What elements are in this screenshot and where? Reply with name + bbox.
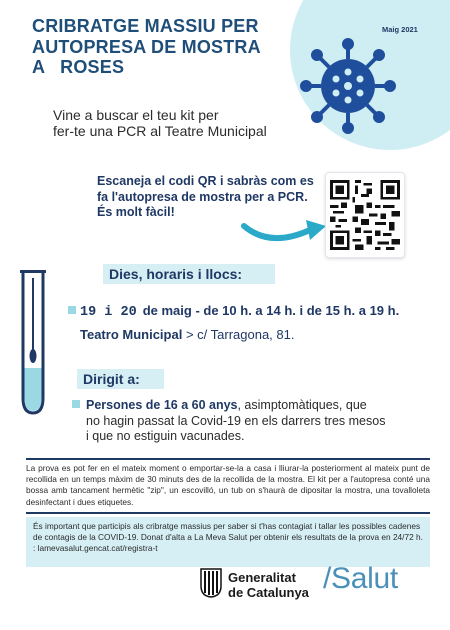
curved-arrow-icon [240,208,330,248]
venue-line [80,327,294,342]
virus-icon [300,38,396,134]
intro-text: Vine a buscar el teu kit per fer-te una PCR al Teatre Municipal [53,107,267,139]
generalitat-name: Generalitat de Catalunya [228,570,309,600]
qr-code[interactable] [325,172,405,258]
qr-instructions: Escaneja el codi QR i sabràs com es fa l'autopresa de mostra per a PCR. És molt fàcil! [97,174,314,219]
bullet-square-icon [72,400,80,408]
title-line-3: A ROSES [32,57,125,77]
divider [26,458,430,460]
schedule-line [68,303,399,320]
target-audience: Persones de 16 a 60 anys, asimptomàtiques, que no hagin passat la Covid-19 en els darrers tres mesos i que no estiguin vacunades. [72,398,432,445]
venue-address: > c/ Tarragona, 81. [182,327,295,342]
venue-name: Teatro Municipal [80,327,183,342]
title-line-2: AUTOPRESA DE MOSTRA [32,36,261,57]
title-line-1: CRIBRATGE MASSIU PER [32,16,259,36]
divider [26,512,430,514]
test-tube-icon [16,268,50,418]
target-heading: Dirigit a: [77,369,164,389]
info-paragraph: La prova es pot fer en el mateix moment o emportar-se-la a casa i lliurar-la posteriorment al mateix punt de recollida en un temps màxim de 30 minuts des de la recollida de la mostra. El kit per a l'autopresa conté una bossa amb tancament hermètic "zip", un escovilló, un tub on s'haurà de dipositar la mostra, una tovalloleta desinfectant i dues etiquetes. [26,463,430,507]
qr-code-icon [330,180,400,250]
schedule-days: 19 i 20 [80,305,137,320]
salut-brand: /Salut [323,562,398,595]
page-title [32,16,292,78]
schedule-heading: Dies, horaris i llocs: [103,264,275,284]
registration-note: És important que participis als cribratge massius per saber si t'has contagiat i tallar les possibles cadenes de contagis de la COVID-19. Donat d'alta a La Meva Salut per obtenir els resultats de la prova en 24/72 h. : lamevasalut.gencat.cat/registra-t [26,517,430,567]
bullet-square-icon [68,306,76,314]
schedule-times: de maig - de 10 h. a 14 h. i de 15 h. a 19 h. [142,303,400,318]
publication-date: Maig 2021 [382,25,418,34]
generalitat-logo-icon [200,568,222,598]
